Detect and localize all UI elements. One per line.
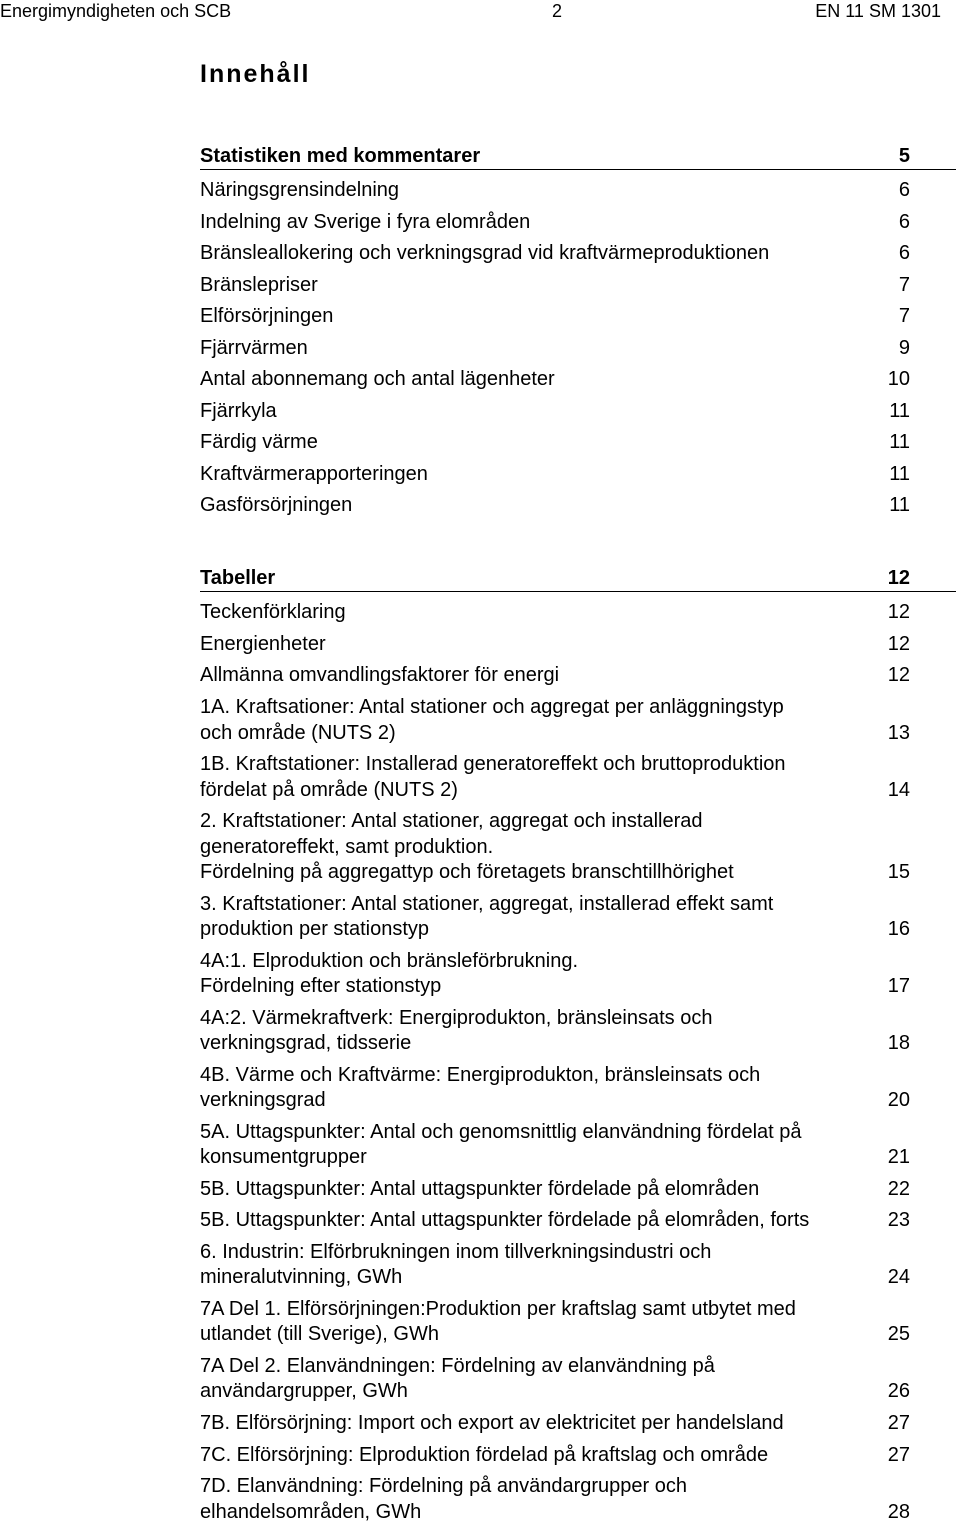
toc-entry[interactable] <box>200 1294 956 1351</box>
toc-entry-page: 12 <box>887 600 910 623</box>
toc-entry-line: 1A. Kraftsationer: Antal stationer och aggregat per anläggningstyp <box>200 696 784 719</box>
toc-entry-page: 20 <box>887 1089 910 1112</box>
toc-entry-line: Fördelning på aggregattyp och företagets branschtillhörighet <box>200 861 734 884</box>
toc-entry[interactable] <box>200 1205 956 1237</box>
toc-section-heading[interactable] <box>200 143 956 170</box>
toc-entry[interactable] <box>200 692 956 749</box>
toc-entry-line: 5B. Uttagspunkter: Antal uttagspunkter fördelade på elområden <box>200 1177 760 1200</box>
toc-entry-page: 7 <box>898 305 910 327</box>
toc-entry-line: och område (NUTS 2) <box>200 721 396 744</box>
toc-entry[interactable] <box>200 1060 956 1117</box>
toc-entry-page: 25 <box>887 1323 910 1346</box>
toc-entry-title: Indelning av Sverige i fyra elområden <box>200 210 531 233</box>
toc-list <box>200 175 956 522</box>
header-page-number: 2 <box>552 1 563 21</box>
toc-entry-line: 5A. Uttagspunkter: Antal och genomsnittlig elanvändning fördelat på <box>200 1120 802 1143</box>
toc-entry-line: produktion per stationstyp <box>200 918 430 941</box>
toc-entry[interactable] <box>200 597 956 629</box>
toc-entry-line: verkningsgrad, tidsserie <box>200 1032 412 1055</box>
toc-entry-line: fördelat på område (NUTS 2) <box>200 778 458 801</box>
toc-list <box>200 597 956 1528</box>
toc-entry-page: 27 <box>887 1411 910 1434</box>
toc-entry-line: 7A Del 1. Elförsörjningen:Produktion per kraftslag samt utbytet med <box>200 1297 796 1320</box>
toc-entry[interactable] <box>200 806 956 889</box>
toc-entry-page: 11 <box>889 494 910 516</box>
toc-heading-page: 5 <box>898 145 910 167</box>
toc-entry-line: Allmänna omvandlingsfaktorer för energi <box>200 664 560 687</box>
toc-entry[interactable] <box>200 1003 956 1060</box>
toc-entry-page: 13 <box>887 721 910 744</box>
toc-entry-page: 7 <box>898 273 910 296</box>
toc-entry-line: 1B. Kraftstationer: Installerad generatoreffekt och bruttoproduktion <box>200 753 786 776</box>
toc-entry-line: Teckenförklaring <box>200 601 346 623</box>
toc-heading-text: Tabeller <box>200 567 276 589</box>
toc-entry[interactable] <box>200 1174 956 1206</box>
toc-entry-page: 9 <box>898 336 910 359</box>
toc-entry-page: 21 <box>887 1146 910 1169</box>
toc-entry-line: 4A:2. Värmekraftverk: Energiprodukton, bränsleinsats och <box>200 1006 713 1029</box>
header-report-id: EN 11 SM 1301 <box>815 1 941 21</box>
toc-entry[interactable] <box>200 490 956 522</box>
toc-section-heading[interactable] <box>200 565 956 592</box>
toc-entry[interactable] <box>200 301 956 333</box>
toc-entry[interactable] <box>200 660 956 692</box>
toc-entry-page: 16 <box>887 918 910 941</box>
toc-entry[interactable] <box>200 459 956 491</box>
toc-entry-title: Näringsgrensindelning <box>200 179 400 201</box>
toc-entry-line: 5B. Uttagspunkter: Antal uttagspunkter fördelade på elområden, forts <box>200 1209 810 1232</box>
toc-section-tabeller <box>200 565 956 1528</box>
toc-section-statistik <box>200 143 956 522</box>
toc-entry-page: 23 <box>887 1209 910 1232</box>
toc-entry-page: 11 <box>889 462 910 485</box>
page-title: Innehåll <box>200 60 311 88</box>
toc-entry-title: Fjärrvärmen <box>200 336 308 359</box>
toc-entry-line: generatoreffekt, samt produktion. <box>200 835 494 858</box>
toc-entry-line: 7A Del 2. Elanvändningen: Fördelning av elanvändning på <box>200 1354 715 1377</box>
toc-entry[interactable] <box>200 1408 956 1440</box>
toc-entry-line: verkningsgrad <box>200 1089 326 1112</box>
toc-entry[interactable] <box>200 270 956 302</box>
toc-entry-title: Fjärrkyla <box>200 399 277 422</box>
toc-entry[interactable] <box>200 946 956 1003</box>
toc-entry-line: 4A:1. Elproduktion och bränsleförbrukning. <box>200 949 579 972</box>
toc-entry-line: 2. Kraftstationer: Antal stationer, aggregat och installerad <box>200 810 703 833</box>
toc-entry-title: Färdig värme <box>200 431 318 453</box>
toc-entry-page: 14 <box>887 778 910 801</box>
toc-entry[interactable] <box>200 1440 956 1472</box>
toc-entry-line: 4B. Värme och Kraftvärme: Energiprodukton, bränsleinsats och <box>200 1063 761 1086</box>
toc-entry-page: 6 <box>898 179 910 201</box>
toc-entry[interactable] <box>200 1471 956 1528</box>
toc-entry-page: 11 <box>889 399 910 422</box>
toc-entry-page: 28 <box>887 1500 910 1523</box>
toc-entry-line: 7C. Elförsörjning: Elproduktion fördelad på kraftslag och område <box>200 1443 769 1466</box>
toc-entry-page: 12 <box>887 664 910 687</box>
toc-entry-title: Elförsörjningen <box>200 305 334 327</box>
toc-entry[interactable] <box>200 1117 956 1174</box>
toc-entry[interactable] <box>200 1351 956 1408</box>
toc-entry[interactable] <box>200 238 956 270</box>
toc-entry-page: 6 <box>898 242 910 264</box>
toc-heading-text: Statistiken med kommentarer <box>200 145 481 167</box>
toc-entry-line: 3. Kraftstationer: Antal stationer, aggregat, installerad effekt samt <box>200 892 774 915</box>
toc-entry[interactable] <box>200 333 956 365</box>
toc-entry[interactable] <box>200 396 956 428</box>
header-publisher: Energimyndigheten och SCB <box>0 1 232 21</box>
toc-heading-page: 12 <box>887 567 910 589</box>
toc-entry-line: mineralutvinning, GWh <box>200 1266 403 1289</box>
toc-entry[interactable] <box>200 207 956 239</box>
toc-entry-title: Antal abonnemang och antal lägenheter <box>200 368 555 390</box>
toc-entry-line: 6. Industrin: Elförbrukningen inom tillverkningsindustri och <box>200 1240 712 1263</box>
toc-entry-page: 15 <box>887 861 910 884</box>
toc-entry-page: 27 <box>887 1443 910 1466</box>
toc-entry-page: 18 <box>887 1032 910 1055</box>
toc-entry-title: Bränslepriser <box>200 273 318 296</box>
toc-entry-line: Fördelning efter stationstyp <box>200 975 442 998</box>
toc-entry-line: utlandet (till Sverige), GWh <box>200 1323 439 1346</box>
toc-entry[interactable] <box>200 427 956 459</box>
toc-entry-line: användargrupper, GWh <box>200 1380 408 1403</box>
toc-entry-page: 26 <box>887 1380 910 1403</box>
toc-entry[interactable] <box>200 175 956 207</box>
toc-entry-title: Gasförsörjningen <box>200 494 353 516</box>
toc-entry-line: elhandelsområden, GWh <box>200 1500 422 1523</box>
toc-entry-page: 12 <box>887 632 910 655</box>
toc-entry-line: konsumentgrupper <box>200 1146 367 1169</box>
toc-entry[interactable] <box>200 749 956 806</box>
toc-entry-page: 22 <box>887 1177 910 1200</box>
toc-entry[interactable] <box>200 364 956 396</box>
toc-entry-title: Bränsleallokering och verkningsgrad vid kraftvärmeproduktionen <box>200 242 770 264</box>
toc-entry-page: 17 <box>887 975 910 998</box>
toc-entry-line: 7B. Elförsörjning: Import och export av elektricitet per handelsland <box>200 1411 784 1434</box>
toc-entry-title: Kraftvärmerapporteringen <box>200 462 428 485</box>
toc-entry-page: 10 <box>887 368 910 390</box>
page-header <box>0 0 960 24</box>
toc-entry[interactable] <box>200 1237 956 1294</box>
toc-entry-line: 7D. Elanvändning: Fördelning på användargrupper och <box>200 1475 688 1498</box>
toc-entry-page: 11 <box>889 431 910 453</box>
toc-entry-page: 6 <box>898 210 910 233</box>
toc-entry[interactable] <box>200 889 956 946</box>
toc-entry-page: 24 <box>887 1266 910 1289</box>
toc-entry[interactable] <box>200 629 956 661</box>
toc-entry-line: Energienheter <box>200 632 326 655</box>
